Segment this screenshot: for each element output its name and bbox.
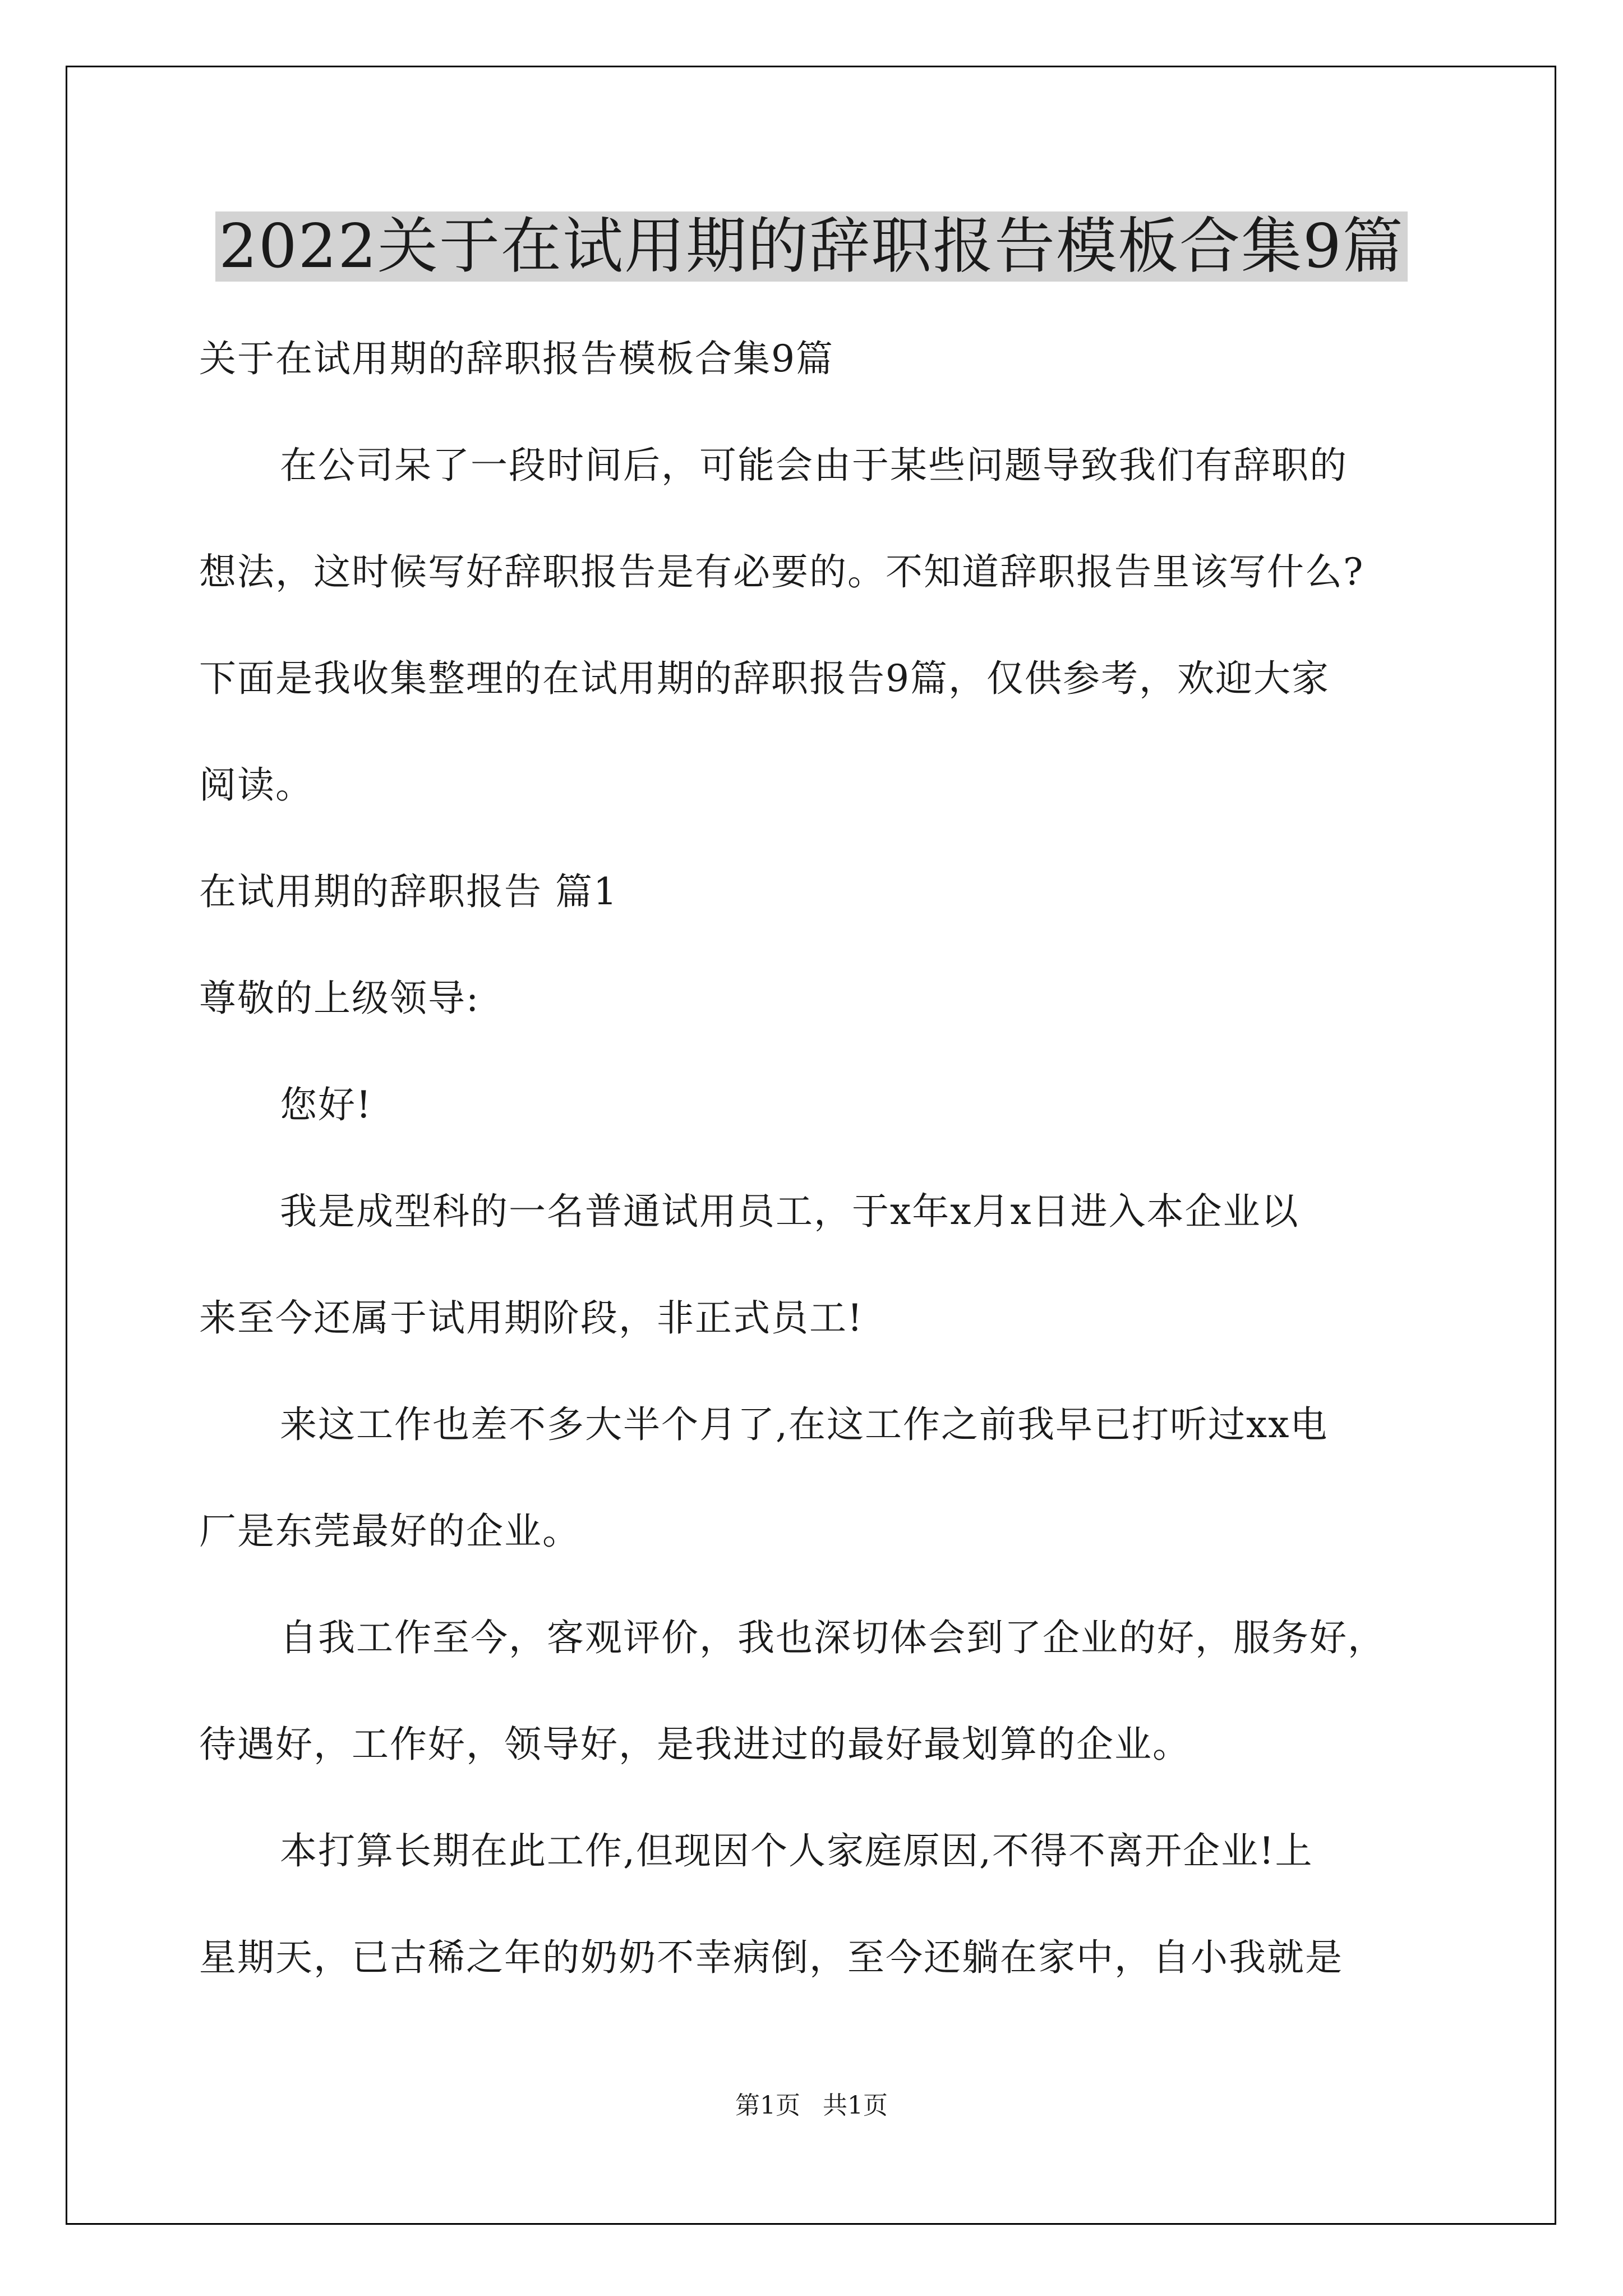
paragraph-line: 我是成型科的一名普通试用员工，于x年x月x日进入本企业以: [280, 1190, 1299, 1233]
paragraph-line: 阅读。: [199, 763, 313, 807]
paragraph-line: 下面是我收集整理的在试用期的辞职报告9篇，仅供参考，欢迎大家: [199, 657, 1330, 700]
section-heading: 在试用期的辞职报告 篇1: [199, 870, 618, 913]
paragraph-line: 自我工作至今，客观评价，我也深切体会到了企业的好，服务好，: [280, 1616, 1386, 1659]
paragraph-line: 星期天，已古稀之年的奶奶不幸病倒，至今还躺在家中，自小我就是: [199, 1936, 1343, 1979]
paragraph-line: 来这工作也差不多大半个月了,在这工作之前我早已打听过xx电: [280, 1403, 1329, 1446]
paragraph-line: 来至今还属于试用期阶段，非正式员工!: [199, 1296, 864, 1340]
page-number-total: 共1页: [823, 2091, 888, 2120]
paragraph-line: 厂是东莞最好的企业。: [199, 1510, 580, 1553]
document-title-text: 2022关于在试用期的辞职报告模板合集9篇: [215, 211, 1408, 282]
subtitle-line: 关于在试用期的辞职报告模板合集9篇: [199, 337, 834, 380]
document-title: [0, 202, 1623, 292]
greeting-line: 您好!: [280, 1083, 372, 1126]
paragraph-line: 在公司呆了一段时间后，可能会由于某些问题导致我们有辞职的: [280, 444, 1348, 487]
salutation-line: 尊敬的上级领导:: [199, 977, 480, 1020]
page-number-current: 第1页: [735, 2091, 800, 2120]
paragraph-line: 待遇好，工作好，领导好，是我进过的最好最划算的企业。: [199, 1723, 1191, 1766]
paragraph-line: 想法，这时候写好辞职报告是有必要的。不知道辞职报告里该写什么?: [199, 550, 1364, 593]
document-body: [199, 306, 1427, 2011]
paragraph-line: 本打算长期在此工作,但现因个人家庭原因,不得不离开企业!上: [280, 1829, 1313, 1872]
page-footer: [0, 2089, 1623, 2123]
